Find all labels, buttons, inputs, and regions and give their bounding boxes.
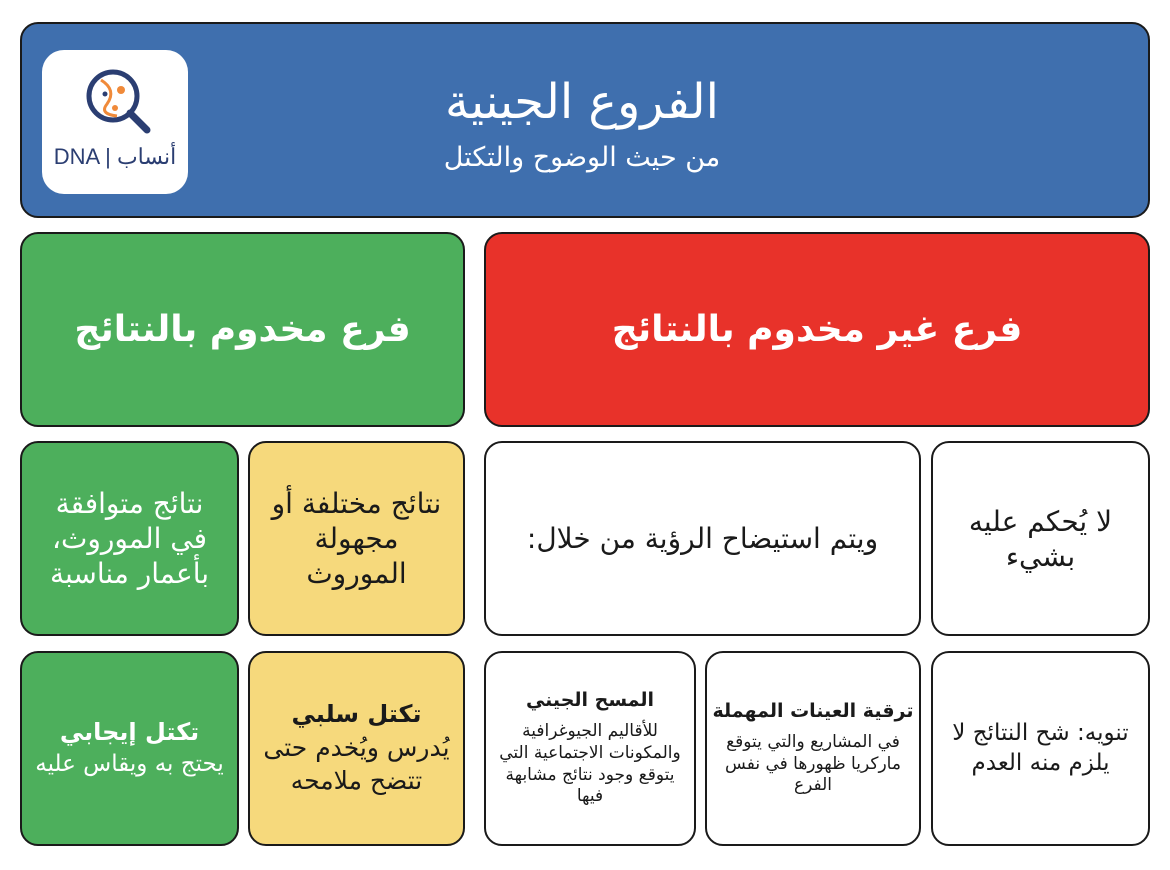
- note-box: [931, 651, 1150, 846]
- clarification-box: [484, 441, 921, 636]
- no-judgement-box: [931, 441, 1150, 636]
- negative-cluster-body: يُدرس ويُخدم حتى تتضح ملامحه: [263, 733, 450, 795]
- no-judgement-text: لا يُحكم عليه بشيء: [968, 504, 1113, 573]
- upgrade-samples-title: ترقية العينات المهملة: [712, 699, 914, 722]
- magnifier-dna-icon: [77, 60, 153, 140]
- clarification-text: ويتم استيضاح الرؤية من خلال:: [526, 522, 879, 555]
- genetic-survey-title: المسح الجيني: [525, 689, 655, 711]
- logo-wordmark: DNA | أنساب: [53, 144, 177, 169]
- unserved-branch-label: فرع غير مخدوم بالنتائج: [611, 309, 1023, 350]
- positive-cluster-box: [20, 651, 239, 846]
- served-branch-header: [20, 232, 465, 427]
- genetic-survey-card: [484, 651, 696, 846]
- note-text: تنويه: شح النتائج لا يلزم منه العدم: [952, 719, 1129, 776]
- positive-cluster-body: يحتج به ويقاس عليه: [35, 750, 224, 777]
- upgrade-samples-card: [705, 651, 921, 846]
- mixed-results-text: نتائج مختلفة أو مجهولة الموروث: [271, 487, 442, 590]
- mixed-results-box: [248, 441, 465, 636]
- negative-cluster-box: [248, 651, 465, 846]
- page-title: الفروع الجينية: [445, 74, 719, 130]
- unserved-branch-header: [484, 232, 1150, 427]
- genetic-survey-body: للأقاليم الجيوغرافية والمكونات الاجتماعية التي يتوقع وجود نتائج مشابهة فيها: [499, 721, 681, 807]
- served-branch-label: فرع مخدوم بالنتائج: [74, 309, 411, 350]
- upgrade-samples-body: في المشاريع والتي يتوقع ماركريا ظهورها في نفس الفرع: [725, 731, 901, 796]
- negative-cluster-title: تكتل سلبي: [291, 700, 422, 728]
- logo: [42, 50, 188, 194]
- positive-cluster-title: تكتل إيجابي: [59, 717, 200, 746]
- consistent-results-text: نتائج متوافقة في الموروث، بأعمار مناسبة: [49, 487, 210, 590]
- consistent-results-box: [20, 441, 239, 636]
- page-subtitle: من حيث الوضوح والتكتل: [443, 142, 721, 173]
- header-banner: [20, 22, 1150, 218]
